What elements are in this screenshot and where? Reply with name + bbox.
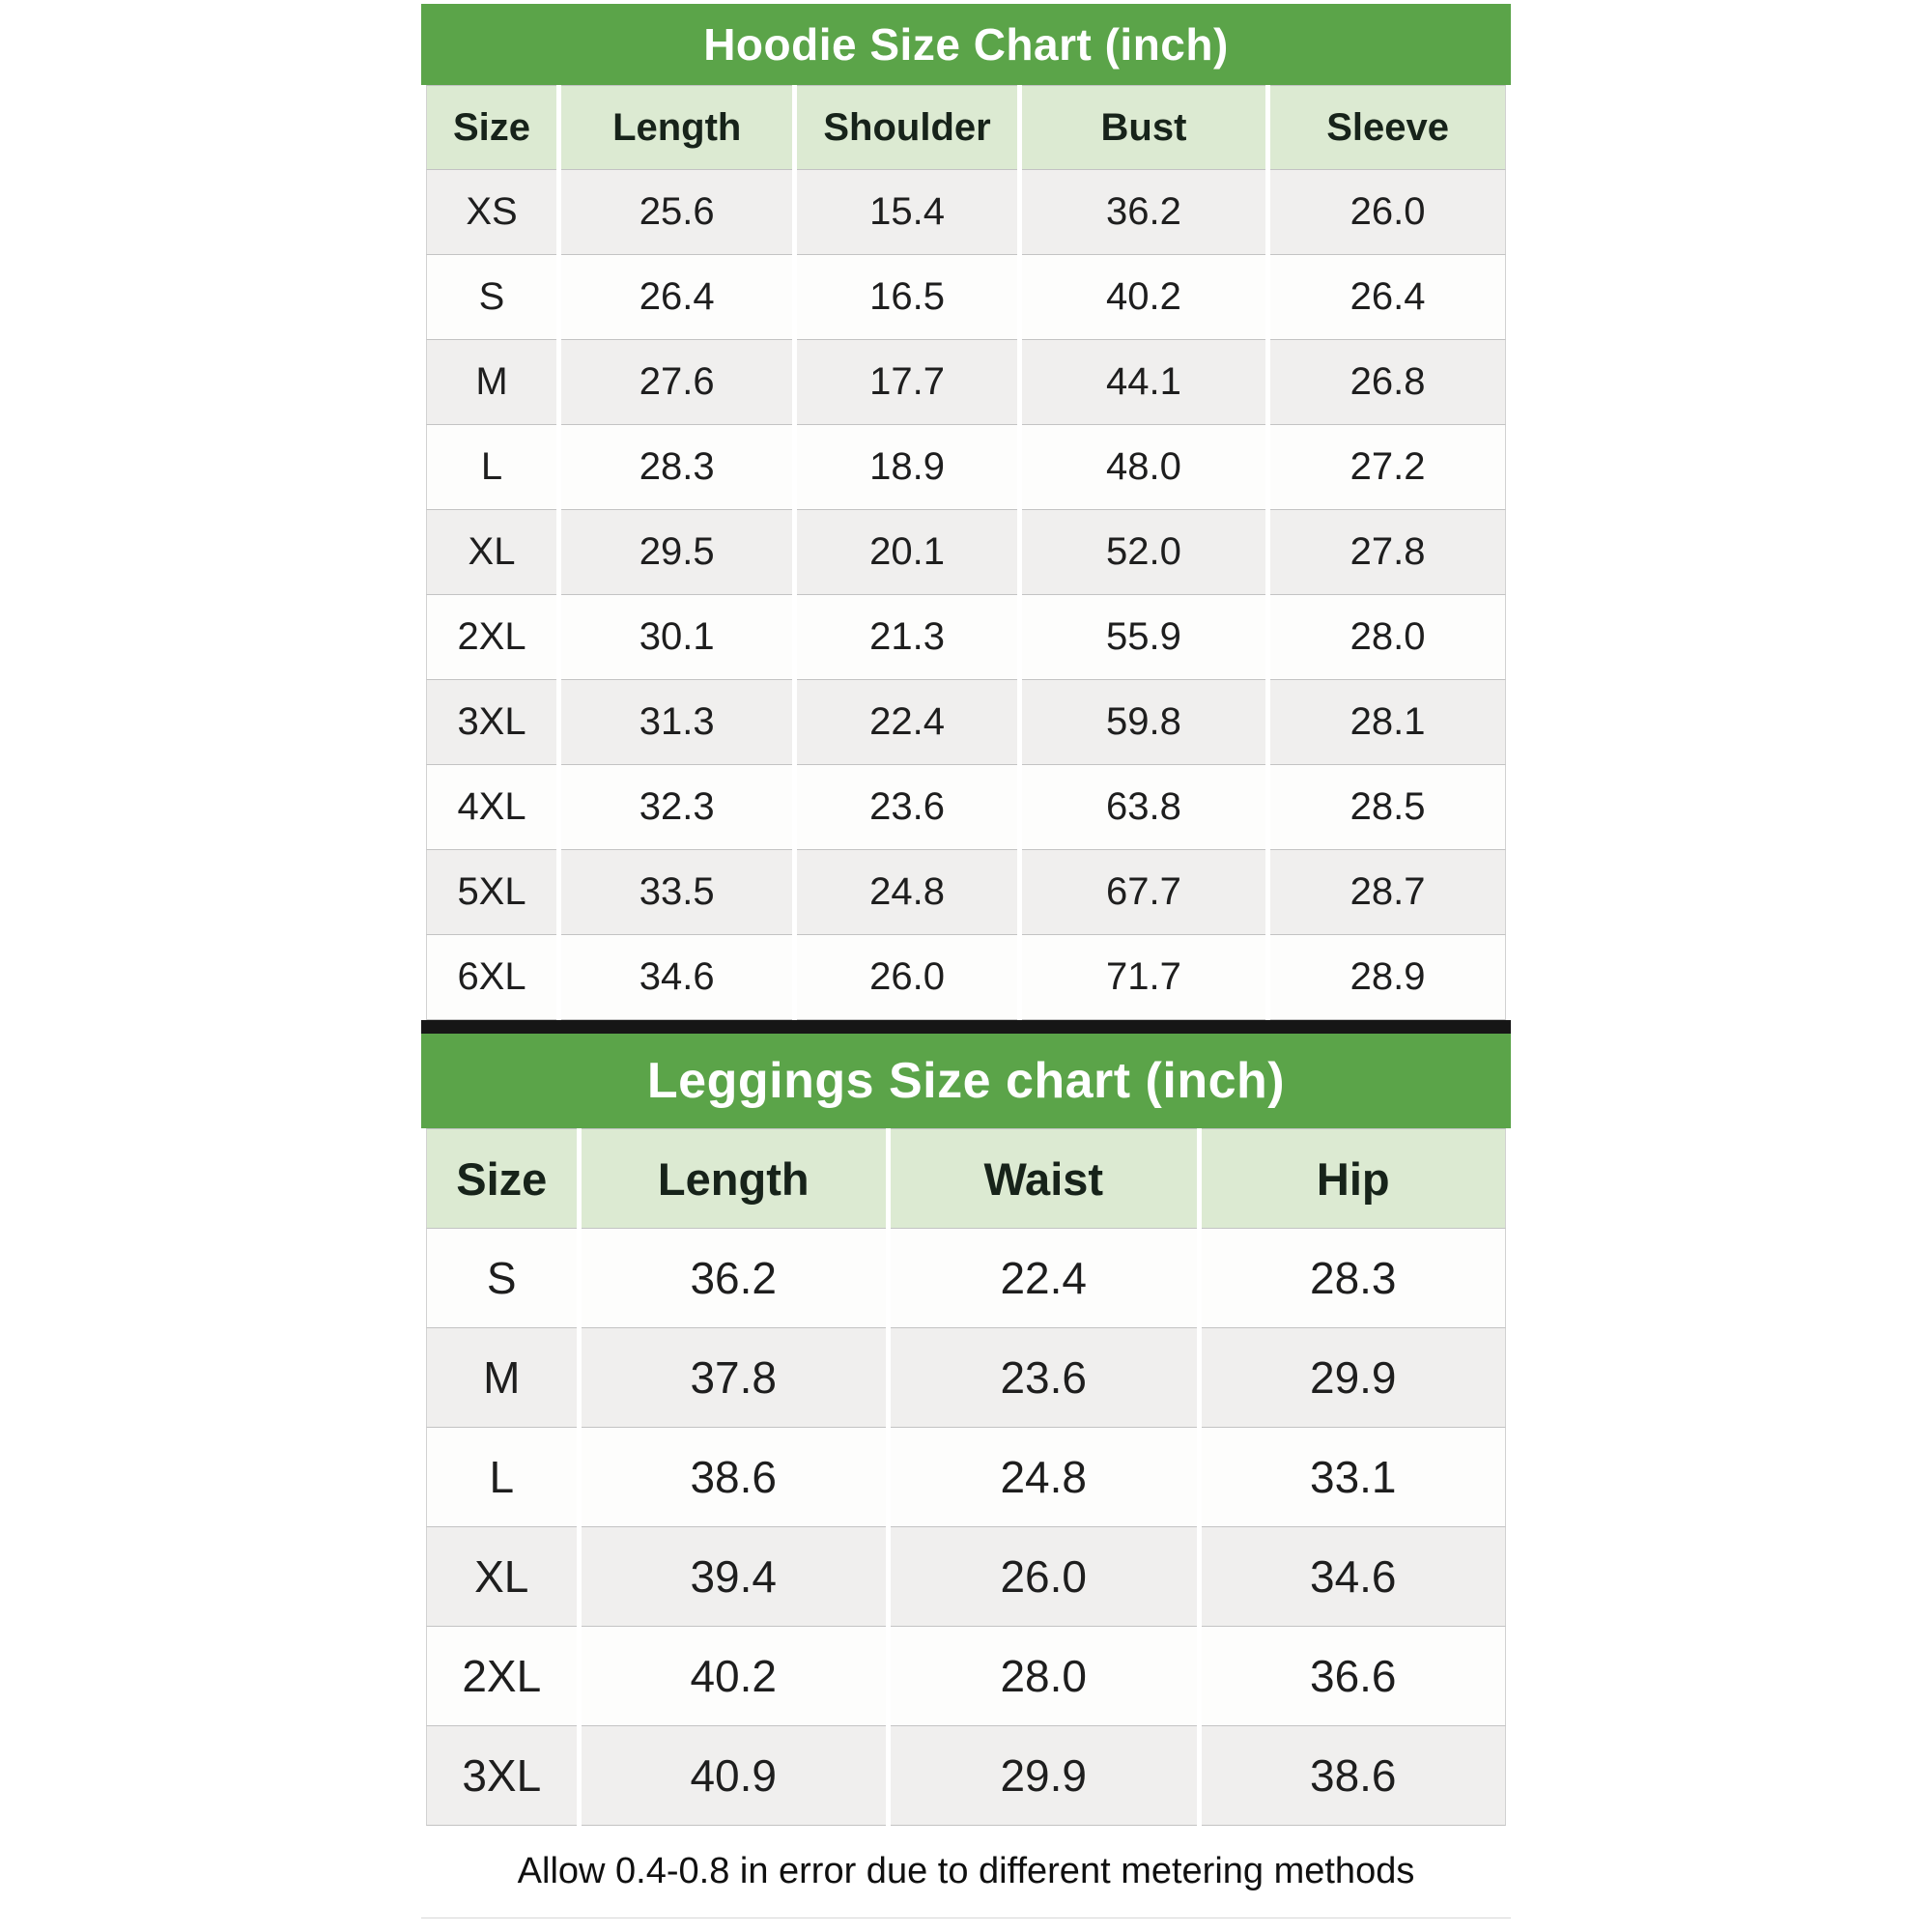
size-label-cell: XL [426, 1527, 577, 1627]
tolerance-note: Allow 0.4-0.8 in error due to different metering methods [421, 1826, 1511, 1918]
column-header: Waist [891, 1128, 1197, 1229]
column-header: Sleeve [1270, 85, 1506, 170]
measurement-cell: 28.7 [1270, 850, 1506, 935]
measurement-cell: 31.3 [561, 680, 792, 765]
measurement-cell: 55.9 [1022, 595, 1266, 680]
table-row [426, 1627, 1506, 1726]
measurement-cell: 26.4 [561, 255, 792, 340]
measurement-cell: 37.8 [582, 1328, 886, 1428]
measurement-cell: 36.2 [582, 1229, 886, 1328]
size-label-cell: 6XL [426, 935, 556, 1020]
size-label-cell: L [426, 1428, 577, 1527]
hoodie-size-table [421, 85, 1511, 1020]
measurement-cell: 59.8 [1022, 680, 1266, 765]
column-header: Length [582, 1128, 886, 1229]
measurement-cell: 25.6 [561, 170, 792, 255]
measurement-cell: 26.0 [891, 1527, 1197, 1627]
leggings-size-table [421, 1128, 1511, 1826]
measurement-cell: 39.4 [582, 1527, 886, 1627]
measurement-cell: 32.3 [561, 765, 792, 850]
measurement-cell: 22.4 [891, 1229, 1197, 1328]
table-row [426, 255, 1506, 340]
measurement-cell: 40.9 [582, 1726, 886, 1826]
leggings-chart-title: Leggings Size chart (inch) [421, 1034, 1511, 1128]
measurement-cell: 71.7 [1022, 935, 1266, 1020]
measurement-cell: 28.0 [1270, 595, 1506, 680]
table-row [426, 340, 1506, 425]
measurement-cell: 44.1 [1022, 340, 1266, 425]
column-header: Length [561, 85, 792, 170]
measurement-cell: 28.3 [1202, 1229, 1506, 1328]
measurement-cell: 28.9 [1270, 935, 1506, 1020]
table-row [426, 765, 1506, 850]
measurement-cell: 36.2 [1022, 170, 1266, 255]
size-label-cell: 2XL [426, 595, 556, 680]
header-row [426, 1128, 1506, 1229]
measurement-cell: 36.6 [1202, 1627, 1506, 1726]
size-label-cell: 3XL [426, 1726, 577, 1826]
table-row [426, 1328, 1506, 1428]
table-row [426, 1229, 1506, 1328]
measurement-cell: 28.3 [561, 425, 792, 510]
size-label-cell: S [426, 1229, 577, 1328]
measurement-cell: 63.8 [1022, 765, 1266, 850]
measurement-cell: 26.4 [1270, 255, 1506, 340]
table-row [426, 1726, 1506, 1826]
measurement-cell: 21.3 [797, 595, 1016, 680]
table-row [426, 510, 1506, 595]
measurement-cell: 28.1 [1270, 680, 1506, 765]
measurement-cell: 17.7 [797, 340, 1016, 425]
column-header: Size [426, 1128, 577, 1229]
table-divider-bar [421, 1020, 1511, 1034]
measurement-cell: 27.6 [561, 340, 792, 425]
size-label-cell: 3XL [426, 680, 556, 765]
size-label-cell: 5XL [426, 850, 556, 935]
measurement-cell: 27.2 [1270, 425, 1506, 510]
measurement-cell: 40.2 [1022, 255, 1266, 340]
measurement-cell: 28.0 [891, 1627, 1197, 1726]
measurement-cell: 38.6 [582, 1428, 886, 1527]
table-row [426, 425, 1506, 510]
table-row [426, 1527, 1506, 1627]
size-label-cell: M [426, 1328, 577, 1428]
column-header: Shoulder [797, 85, 1016, 170]
measurement-cell: 26.8 [1270, 340, 1506, 425]
measurement-cell: 20.1 [797, 510, 1016, 595]
column-header: Size [426, 85, 556, 170]
size-label-cell: 4XL [426, 765, 556, 850]
header-row [426, 85, 1506, 170]
measurement-cell: 30.1 [561, 595, 792, 680]
table-row [426, 680, 1506, 765]
measurement-cell: 33.1 [1202, 1428, 1506, 1527]
measurement-cell: 52.0 [1022, 510, 1266, 595]
measurement-cell: 24.8 [797, 850, 1016, 935]
measurement-cell: 29.9 [891, 1726, 1197, 1826]
measurement-cell: 26.0 [797, 935, 1016, 1020]
measurement-cell: 23.6 [891, 1328, 1197, 1428]
size-label-cell: XS [426, 170, 556, 255]
measurement-cell: 34.6 [561, 935, 792, 1020]
measurement-cell: 38.6 [1202, 1726, 1506, 1826]
measurement-cell: 48.0 [1022, 425, 1266, 510]
table-row [426, 595, 1506, 680]
size-label-cell: 2XL [426, 1627, 577, 1726]
measurement-cell: 40.2 [582, 1627, 886, 1726]
measurement-cell: 28.5 [1270, 765, 1506, 850]
hoodie-chart-title: Hoodie Size Chart (inch) [421, 4, 1511, 85]
measurement-cell: 15.4 [797, 170, 1016, 255]
measurement-cell: 23.6 [797, 765, 1016, 850]
size-label-cell: M [426, 340, 556, 425]
table-row [426, 850, 1506, 935]
size-label-cell: L [426, 425, 556, 510]
size-chart-sheet [421, 0, 1511, 1918]
measurement-cell: 27.8 [1270, 510, 1506, 595]
measurement-cell: 26.0 [1270, 170, 1506, 255]
table-row [426, 170, 1506, 255]
column-header: Bust [1022, 85, 1266, 170]
measurement-cell: 22.4 [797, 680, 1016, 765]
hoodie-size-chart-section [421, 4, 1511, 1020]
table-row [426, 935, 1506, 1020]
measurement-cell: 29.9 [1202, 1328, 1506, 1428]
leggings-size-chart-section [421, 1034, 1511, 1826]
measurement-cell: 34.6 [1202, 1527, 1506, 1627]
table-row [426, 1428, 1506, 1527]
measurement-cell: 33.5 [561, 850, 792, 935]
measurement-cell: 18.9 [797, 425, 1016, 510]
size-label-cell: XL [426, 510, 556, 595]
measurement-cell: 29.5 [561, 510, 792, 595]
size-label-cell: S [426, 255, 556, 340]
measurement-cell: 24.8 [891, 1428, 1197, 1527]
column-header: Hip [1202, 1128, 1506, 1229]
measurement-cell: 67.7 [1022, 850, 1266, 935]
measurement-cell: 16.5 [797, 255, 1016, 340]
